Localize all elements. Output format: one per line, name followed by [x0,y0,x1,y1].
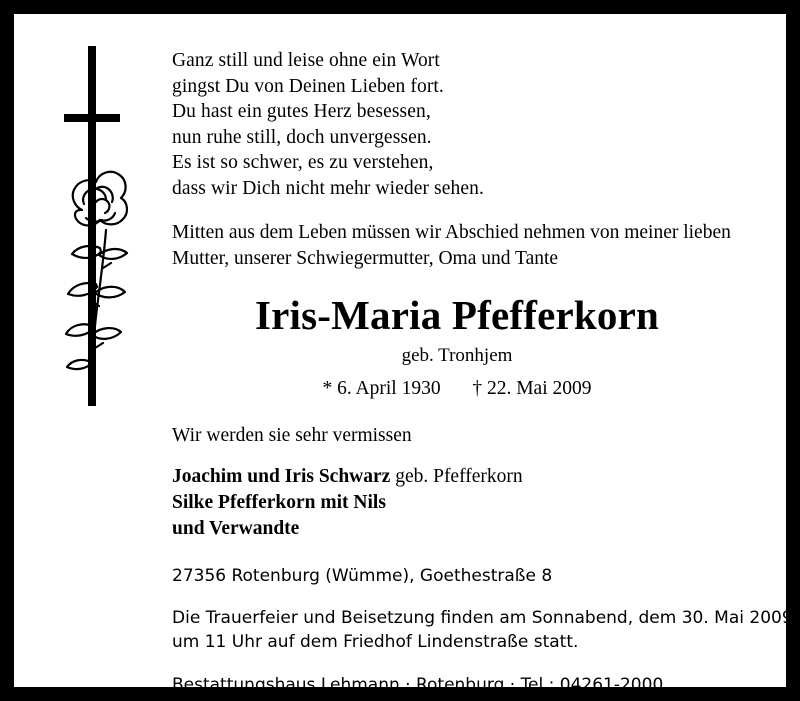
intro-line: Mutter, unserer Schwiegermutter, Oma und Tante [172,247,559,269]
notice-text-column [172,48,799,697]
family-line [172,516,772,542]
poem-line: Es ist so schwer, es zu verstehen, [172,152,434,173]
funeral-home-line: Bestattungshaus Lehmann · Rotenburg · Tel.: 04261-2000 [172,675,664,695]
mourning-line: Wir werden sie sehr vermissen [172,425,412,446]
poem-line: gingst Du von Deinen Lieben fort. [172,75,444,97]
deceased-maiden-name: geb. Tronhjem [401,345,513,366]
ceremony-line: Die Trauerfeier und Beisetzung finden am Sonnabend, dem 30. Mai 2009, [172,608,799,628]
death-date: 22. Mai 2009 [486,378,592,399]
family-line [172,490,772,516]
death-symbol: † [472,378,483,399]
poem-line: Du hast ein gutes Herz besessen, [172,101,431,122]
poem-block [172,48,772,201]
family-name-bold: Silke Pfefferkorn mit Nils [172,492,386,513]
birth-symbol: * [322,378,333,399]
rose-icon [66,172,127,376]
poem-line: nun ruhe still, doch unvergessen. [172,126,432,148]
notice-inner [14,14,799,695]
deceased-name: Iris-Maria Pfefferkorn [255,292,659,338]
family-name-bold: Joachim und Iris Schwarz [172,466,391,487]
deceased-dates [172,377,742,401]
deceased-block [172,291,742,401]
family-line [172,464,772,490]
emblem-group [48,42,168,432]
family-block [172,464,772,542]
cross-and-rose-illustration [48,42,168,432]
poem-line: Ganz still und leise ohne ein Wort [172,50,440,71]
address-line: 27356 Rotenburg (Wümme), Goethestraße 8 [172,566,553,586]
ceremony-line: um 11 Uhr auf dem Friedhof Lindenstraße statt. [172,632,579,652]
family-name-regular: geb. Pfefferkorn [390,466,523,487]
intro-block [172,220,772,271]
ceremony-block [172,606,799,654]
family-name-bold: und Verwandte [172,518,300,539]
intro-line: Mitten aus dem Leben müssen wir Abschied nehmen von meiner lieben [172,222,731,243]
poem-line: dass wir Dich nicht mehr wieder sehen. [172,177,484,199]
birth-date: 6. April 1930 [337,378,441,399]
